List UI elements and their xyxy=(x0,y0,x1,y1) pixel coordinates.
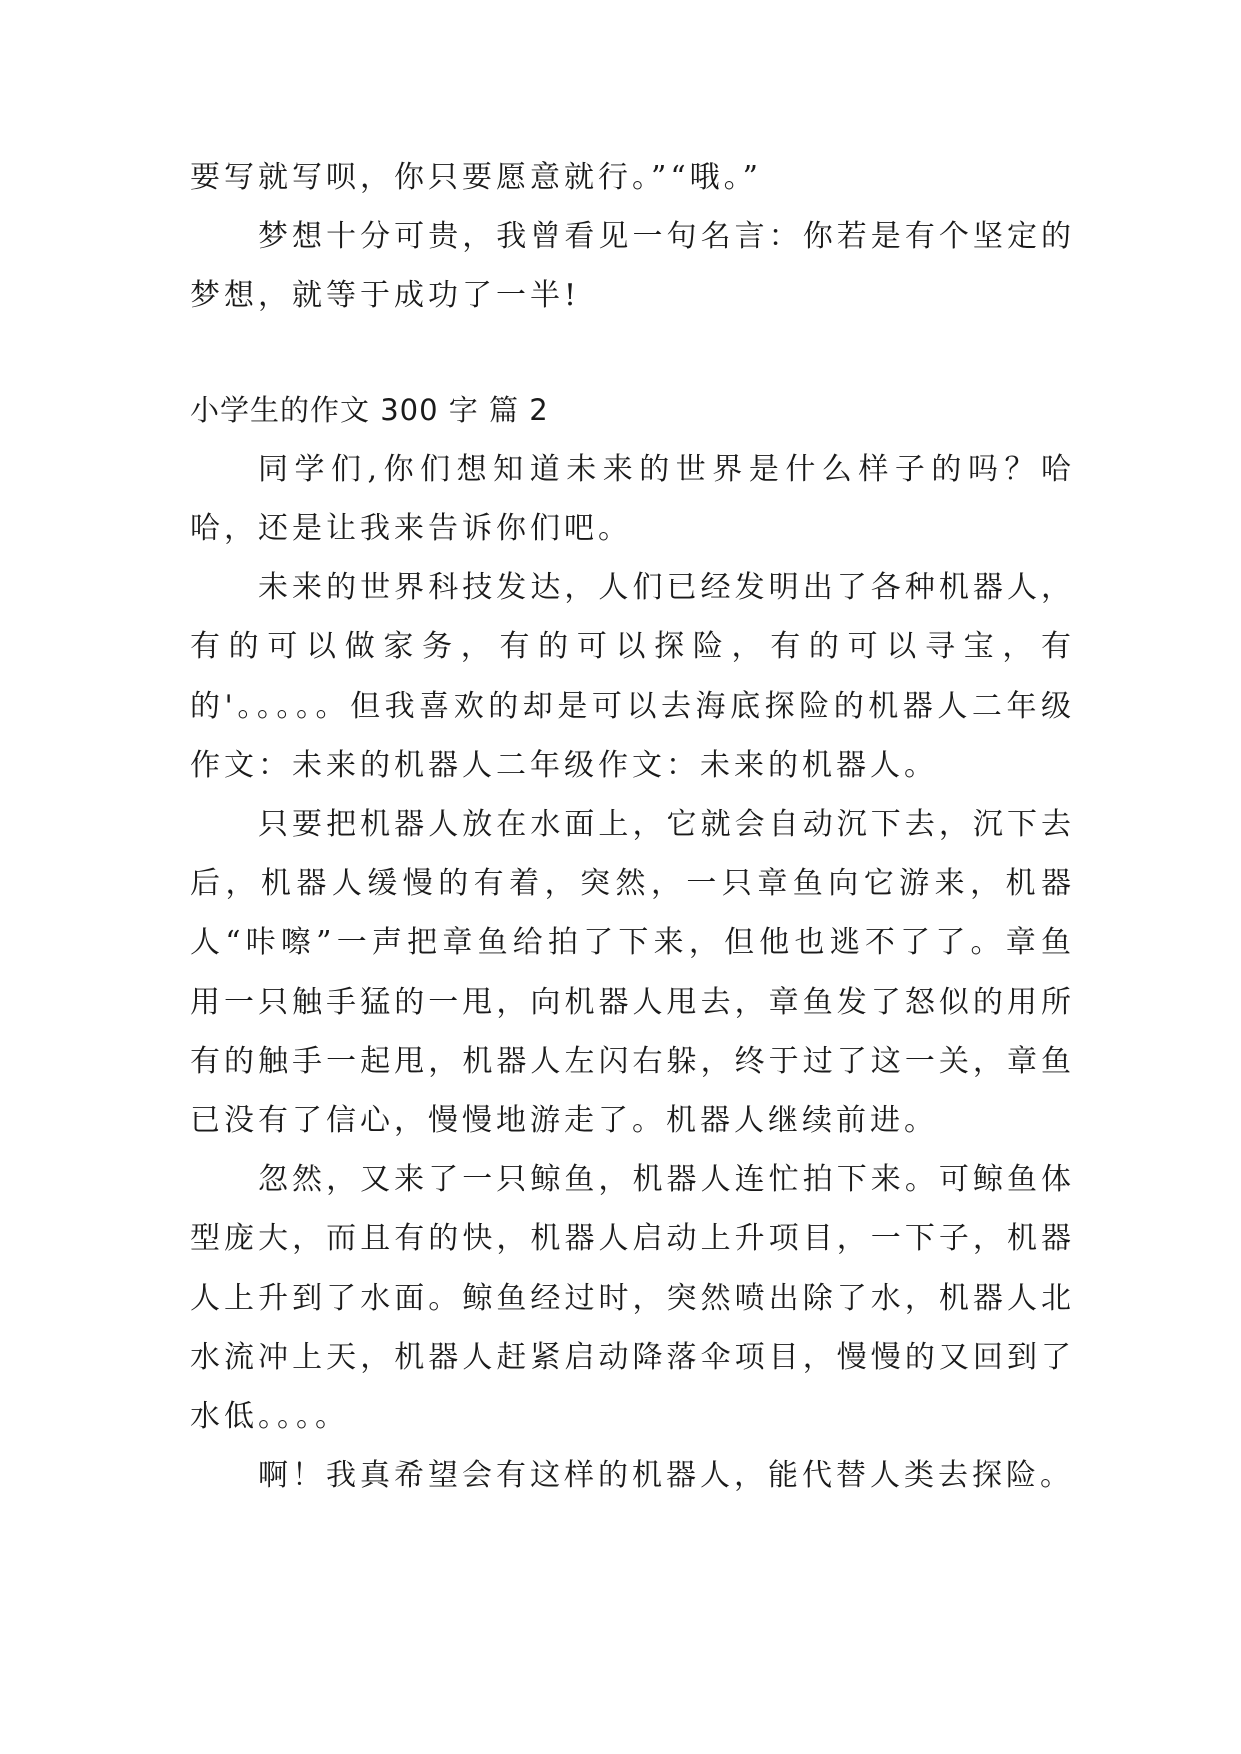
document-body xyxy=(190,148,1075,1505)
section-paragraph-2: 未来的世界科技发达，人们已经发明出了各种机器人，有的可以做家务，有的可以探险，有的可以寻宝，有的'。。。。。但我喜欢的却是可以去海底探险的机器人二年级作文：未来的机器人二年级作文：未来的机器人。 xyxy=(190,570,1075,783)
section-paragraph-4: 忽然，又来了一只鲸鱼，机器人连忙拍下来。可鲸鱼体型庞大，而且有的快，机器人启动上升项目，一下子，机器人上升到了水面。鲸鱼经过时，突然喷出除了水，机器人北水流冲上天，机器人赶紧启动降落伞项目，慢慢的又回到了水低。。。。 xyxy=(190,1162,1075,1435)
intro-paragraph-2: 梦想十分可贵，我曾看见一句名言：你若是有个坚定的梦想，就等于成功了一半! xyxy=(190,219,1075,314)
section-heading: 小学生的作文 300 字 篇 2 xyxy=(190,392,549,427)
section-paragraph-5: 啊！我真希望会有这样的机器人，能代替人类去探险。 xyxy=(258,1458,1074,1494)
section-paragraph-1: 同学们,你们想知道未来的世界是什么样子的吗？哈哈，还是让我来告诉你们吧。 xyxy=(190,451,1075,547)
section-paragraph-3: 只要把机器人放在水面上，它就会自动沉下去，沉下去后，机器人缓慢的有着，突然，一只章鱼向它游来，机器人“咔嚓”一声把章鱼给拍了下来，但他也逃不了了。章鱼用一只触手猛的一甩，向机器人甩去，章鱼发了怒似的用所有的触手一起甩，机器人左闪右躲，终于过了这一关，章鱼已没有了信心，慢慢地游走了。机器人继续前进。 xyxy=(190,807,1075,1139)
intro-paragraph-1: 要写就写呗，你只要愿意就行。”“哦。” xyxy=(190,160,763,195)
